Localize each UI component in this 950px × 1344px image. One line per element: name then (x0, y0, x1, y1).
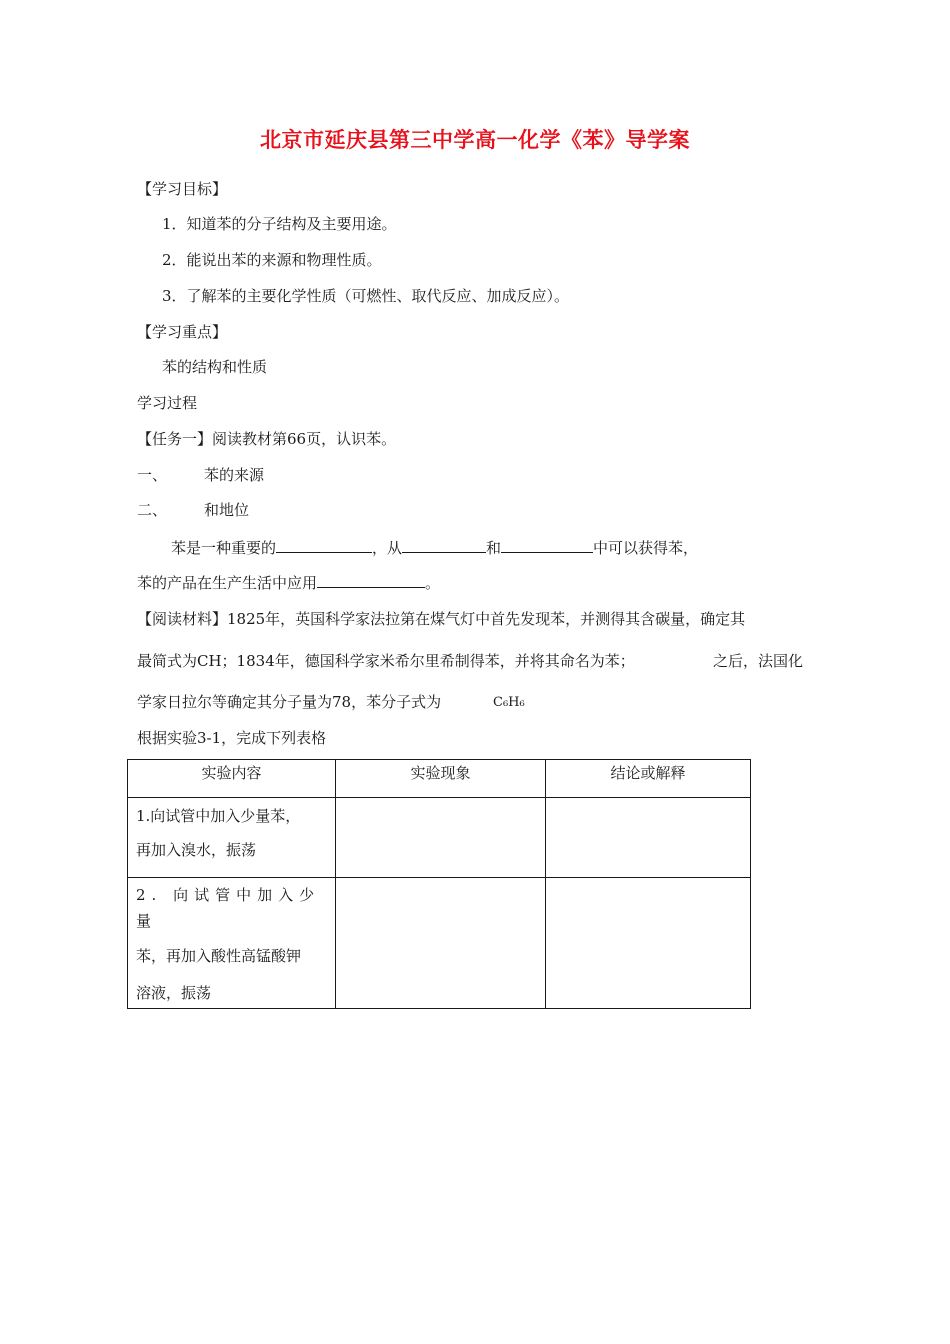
fill-text: 苯的产品在生产生活中应用 (137, 574, 318, 592)
fill-text: 中可以获得苯， (593, 539, 699, 557)
header-cell: 实验现象 (336, 760, 546, 798)
experiment-content-cell (128, 878, 336, 1009)
section-one-number: 一、 (137, 466, 168, 484)
goal-item-1: 1．知道苯的分子结构及主要用途。 (162, 215, 397, 233)
section-one-text: 苯的来源 (204, 466, 265, 484)
fill-text: 和 (486, 539, 502, 557)
table-intro: 根据实验3-1，完成下列表格 (137, 729, 327, 747)
conclusion-cell[interactable] (546, 798, 751, 878)
table-row (128, 878, 751, 1009)
experiment-content-cell (128, 798, 336, 878)
fill-line-2 (137, 572, 440, 593)
cell-text: 1.向试管中加入少量苯， (136, 807, 301, 825)
table-row (128, 798, 751, 878)
blank-field[interactable] (317, 572, 425, 588)
header-cell: 实验内容 (128, 760, 336, 798)
phenomenon-cell[interactable] (336, 798, 546, 878)
header-cell: 结论或解释 (546, 760, 751, 798)
blank-field[interactable] (402, 537, 486, 553)
fill-text: 。 (425, 574, 441, 592)
blank-field[interactable] (276, 537, 372, 553)
cell-text: 苯，再加入酸性高锰酸钾 (136, 947, 302, 965)
conclusion-cell[interactable] (546, 878, 751, 1009)
cell-text: 再加入溴水，振荡 (136, 841, 257, 859)
goal-item-2: 2．能说出苯的来源和物理性质。 (162, 251, 382, 269)
section-two-number: 二、 (137, 501, 168, 519)
fill-text: 苯是一种重要的 (171, 539, 277, 557)
reading-line-1: 【阅读材料】1825年，英国科学家法拉第在煤气灯中首先发现苯，并测得其含碳量，确定其 (137, 610, 746, 628)
goals-heading: 【学习目标】 (137, 180, 228, 198)
experiment-table (127, 759, 751, 1009)
document-title: 北京市延庆县第三中学高一化学《苯》导学案 (260, 127, 690, 152)
fill-text: ，从 (372, 539, 403, 557)
formula: C₆H₆ (493, 695, 525, 710)
reading-line-2a: 最简式为CH；1834年，德国科学家米希尔里希制得苯，并将其命名为苯； (137, 652, 635, 670)
cell-text: 溶液，振荡 (136, 984, 212, 1002)
task-one: 【任务一】阅读教材第66页，认识苯。 (137, 430, 397, 448)
fill-line-1 (171, 537, 698, 558)
focus-content: 苯的结构和性质 (162, 358, 268, 376)
reading-line-3: 学家日拉尔等确定其分子量为78，苯分子式为 (137, 693, 442, 711)
table-header-row (128, 760, 751, 798)
cell-text: 2. 向试管中加入少量 (136, 886, 321, 930)
section-two-text: 和地位 (204, 501, 250, 519)
focus-heading: 【学习重点】 (137, 323, 228, 341)
reading-line-2b: 之后，法国化 (713, 652, 804, 670)
process-heading: 学习过程 (137, 394, 198, 412)
phenomenon-cell[interactable] (336, 878, 546, 1009)
goal-item-3: 3．了解苯的主要化学性质（可燃性、取代反应、加成反应）。 (162, 287, 570, 305)
blank-field[interactable] (501, 537, 593, 553)
